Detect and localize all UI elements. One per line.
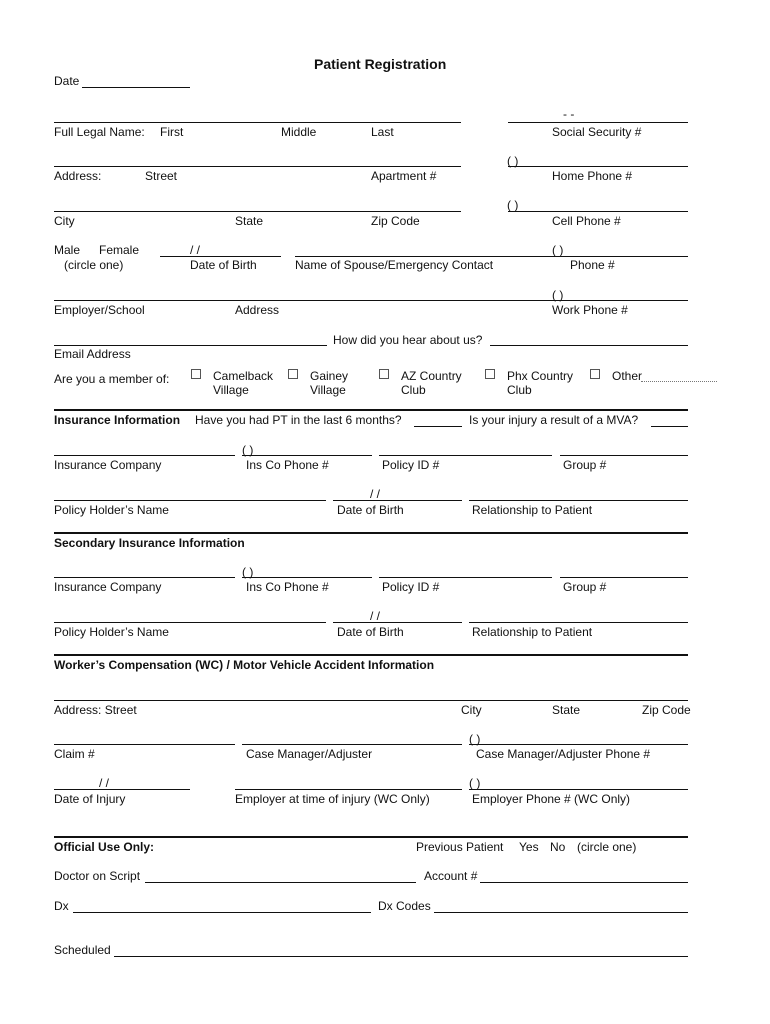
sec-relationship-field[interactable]: [469, 622, 688, 623]
sec-group-field[interactable]: [560, 577, 688, 578]
sec-policy-id-field[interactable]: [379, 577, 552, 578]
spouse-phone-parens: ( ): [552, 243, 564, 257]
middle-name-label: Middle: [281, 125, 317, 139]
sec-policy-holder-field[interactable]: [54, 622, 326, 623]
home-phone-field[interactable]: [508, 166, 688, 167]
policy-id-label: Policy ID #: [382, 458, 440, 472]
holder-dob-field[interactable]: [333, 500, 462, 501]
employer-phone-parens: ( ): [469, 776, 481, 790]
az-country-label-2: Club: [401, 383, 426, 397]
member-question: Are you a member of:: [54, 372, 170, 386]
holder-dob-slashes: / /: [370, 487, 381, 501]
case-manager-phone-field[interactable]: [469, 744, 688, 745]
phx-country-label-2: Club: [507, 383, 532, 397]
ssn-label: Social Security #: [552, 125, 642, 139]
work-phone-label: Work Phone #: [552, 303, 628, 317]
previous-patient-circle-one: (circle one): [577, 840, 637, 854]
sec-ins-phone-label: Ins Co Phone #: [246, 580, 329, 594]
address-field[interactable]: [54, 166, 461, 167]
official-heading: Official Use Only:: [54, 840, 155, 854]
employer-label: Employer/School: [54, 303, 145, 317]
date-of-injury-label: Date of Injury: [54, 792, 126, 806]
sec-insurance-company-label: Insurance Company: [54, 580, 162, 594]
group-field[interactable]: [560, 455, 688, 456]
employer-at-injury-label: Employer at time of injury (WC Only): [235, 792, 430, 806]
last-name-label: Last: [371, 125, 394, 139]
dx-codes-field[interactable]: [434, 912, 688, 913]
full-name-field[interactable]: [54, 122, 461, 123]
relationship-label: Relationship to Patient: [472, 503, 593, 517]
holder-dob-label: Date of Birth: [337, 503, 404, 517]
dob-label: Date of Birth: [190, 258, 257, 272]
claim-label: Claim #: [54, 747, 95, 761]
official-divider: [54, 836, 688, 838]
sec-ins-phone-field[interactable]: [242, 577, 372, 578]
email-label: Email Address: [54, 347, 131, 361]
case-manager-field[interactable]: [242, 744, 462, 745]
group-label: Group #: [563, 458, 607, 472]
full-legal-name-label: Full Legal Name:: [54, 125, 145, 139]
mva-question: Is your injury a result of a MVA?: [469, 413, 639, 427]
first-name-label: First: [160, 125, 184, 139]
wc-state-label: State: [552, 703, 581, 717]
previous-patient-yes[interactable]: Yes: [519, 840, 539, 854]
dx-label: Dx: [54, 899, 69, 913]
pt-question: Have you had PT in the last 6 months?: [195, 413, 402, 427]
city-field[interactable]: [54, 211, 461, 212]
az-country-label-1: AZ Country: [401, 369, 462, 383]
previous-patient-label: Previous Patient: [416, 840, 504, 854]
female-option[interactable]: Female: [99, 243, 140, 257]
sec-relationship-label: Relationship to Patient: [472, 625, 593, 639]
phx-country-label-1: Phx Country: [507, 369, 574, 383]
account-field[interactable]: [480, 882, 688, 883]
circle-one-label: (circle one): [64, 258, 124, 272]
sec-insurance-company-field[interactable]: [54, 577, 235, 578]
email-field[interactable]: [54, 345, 327, 346]
ins-phone-label: Ins Co Phone #: [246, 458, 329, 472]
date-label: Date: [54, 74, 80, 88]
hear-about-field[interactable]: [490, 345, 688, 346]
other-label: Other: [612, 369, 643, 383]
wc-divider: [54, 654, 688, 656]
cell-phone-parens: ( ): [507, 198, 519, 212]
wc-zip-label: Zip Code: [642, 703, 691, 717]
wc-address-field[interactable]: [54, 700, 688, 701]
ssn-dashes: - -: [563, 107, 575, 121]
dob-field[interactable]: [160, 256, 281, 257]
address-label: Address:: [54, 169, 102, 183]
camelback-label-2: Village: [213, 383, 249, 397]
sec-holder-dob-field[interactable]: [333, 622, 462, 623]
dx-field[interactable]: [73, 912, 371, 913]
mva-answer-field[interactable]: [651, 426, 688, 427]
employer-address-label: Address: [235, 303, 280, 317]
hear-about-label: How did you hear about us?: [333, 333, 483, 347]
home-phone-label: Home Phone #: [552, 169, 633, 183]
street-label: Street: [145, 169, 178, 183]
previous-patient-no[interactable]: No: [550, 840, 566, 854]
policy-holder-label: Policy Holder’s Name: [54, 503, 169, 517]
cell-phone-label: Cell Phone #: [552, 214, 621, 228]
relationship-field[interactable]: [469, 500, 688, 501]
claim-field[interactable]: [54, 744, 235, 745]
other-checkbox[interactable]: [590, 369, 600, 379]
ins-phone-field[interactable]: [242, 455, 372, 456]
insurance-company-field[interactable]: [54, 455, 235, 456]
camelback-checkbox[interactable]: [191, 369, 201, 379]
policy-id-field[interactable]: [379, 455, 552, 456]
state-label: State: [235, 214, 264, 228]
other-field[interactable]: [641, 381, 717, 382]
sec-ins-phone-parens: ( ): [242, 565, 254, 579]
spouse-label: Name of Spouse/Emergency Contact: [295, 258, 494, 272]
sec-holder-dob-slashes: / /: [370, 609, 381, 623]
wc-heading: Worker’s Compensation (WC) / Motor Vehicle Accident Information: [54, 658, 435, 672]
home-phone-parens: ( ): [507, 154, 519, 168]
doctor-field[interactable]: [145, 882, 416, 883]
injury-date-slashes: / /: [99, 776, 110, 790]
phx-country-checkbox[interactable]: [485, 369, 495, 379]
ssn-field[interactable]: [508, 122, 688, 123]
gainey-label-2: Village: [310, 383, 346, 397]
case-manager-phone-label: Case Manager/Adjuster Phone #: [476, 747, 651, 761]
scheduled-label: Scheduled: [54, 943, 111, 957]
doctor-label: Doctor on Script: [54, 869, 141, 883]
employer-at-injury-field[interactable]: [235, 789, 462, 790]
az-country-checkbox[interactable]: [379, 369, 389, 379]
spouse-phone-label: Phone #: [570, 258, 615, 272]
date-field[interactable]: [82, 87, 190, 88]
insurance-divider: [54, 409, 688, 411]
wc-address-label: Address: Street: [54, 703, 137, 717]
case-manager-label: Case Manager/Adjuster: [246, 747, 373, 761]
dob-slashes: / /: [190, 243, 201, 257]
ins-phone-parens: ( ): [242, 443, 254, 457]
insurance-company-label: Insurance Company: [54, 458, 162, 472]
zip-label: Zip Code: [371, 214, 420, 228]
secondary-heading: Secondary Insurance Information: [54, 536, 245, 550]
policy-holder-field[interactable]: [54, 500, 326, 501]
case-manager-phone-parens: ( ): [469, 732, 481, 746]
secondary-divider: [54, 532, 688, 534]
dx-codes-label: Dx Codes: [378, 899, 431, 913]
sec-holder-dob-label: Date of Birth: [337, 625, 404, 639]
pt-answer-field[interactable]: [414, 426, 462, 427]
male-option[interactable]: Male: [54, 243, 81, 257]
apartment-label: Apartment #: [371, 169, 437, 183]
gainey-label-1: Gainey: [310, 369, 349, 383]
employer-phone-label: Employer Phone # (WC Only): [472, 792, 631, 806]
sec-policy-id-label: Policy ID #: [382, 580, 440, 594]
cell-phone-field[interactable]: [508, 211, 688, 212]
account-label: Account #: [424, 869, 478, 883]
insurance-heading: Insurance Information: [54, 413, 181, 427]
work-phone-parens: ( ): [552, 288, 564, 302]
employer-field[interactable]: [54, 300, 688, 301]
date-of-injury-field[interactable]: [54, 789, 190, 790]
city-label: City: [54, 214, 75, 228]
sec-group-label: Group #: [563, 580, 607, 594]
scheduled-field[interactable]: [114, 956, 688, 957]
camelback-label-1: Camelback: [213, 369, 274, 383]
sec-policy-holder-label: Policy Holder’s Name: [54, 625, 169, 639]
employer-phone-field[interactable]: [469, 789, 688, 790]
spouse-field[interactable]: [295, 256, 688, 257]
gainey-checkbox[interactable]: [288, 369, 298, 379]
page-title: Patient Registration: [314, 56, 447, 72]
wc-city-label: City: [461, 703, 482, 717]
